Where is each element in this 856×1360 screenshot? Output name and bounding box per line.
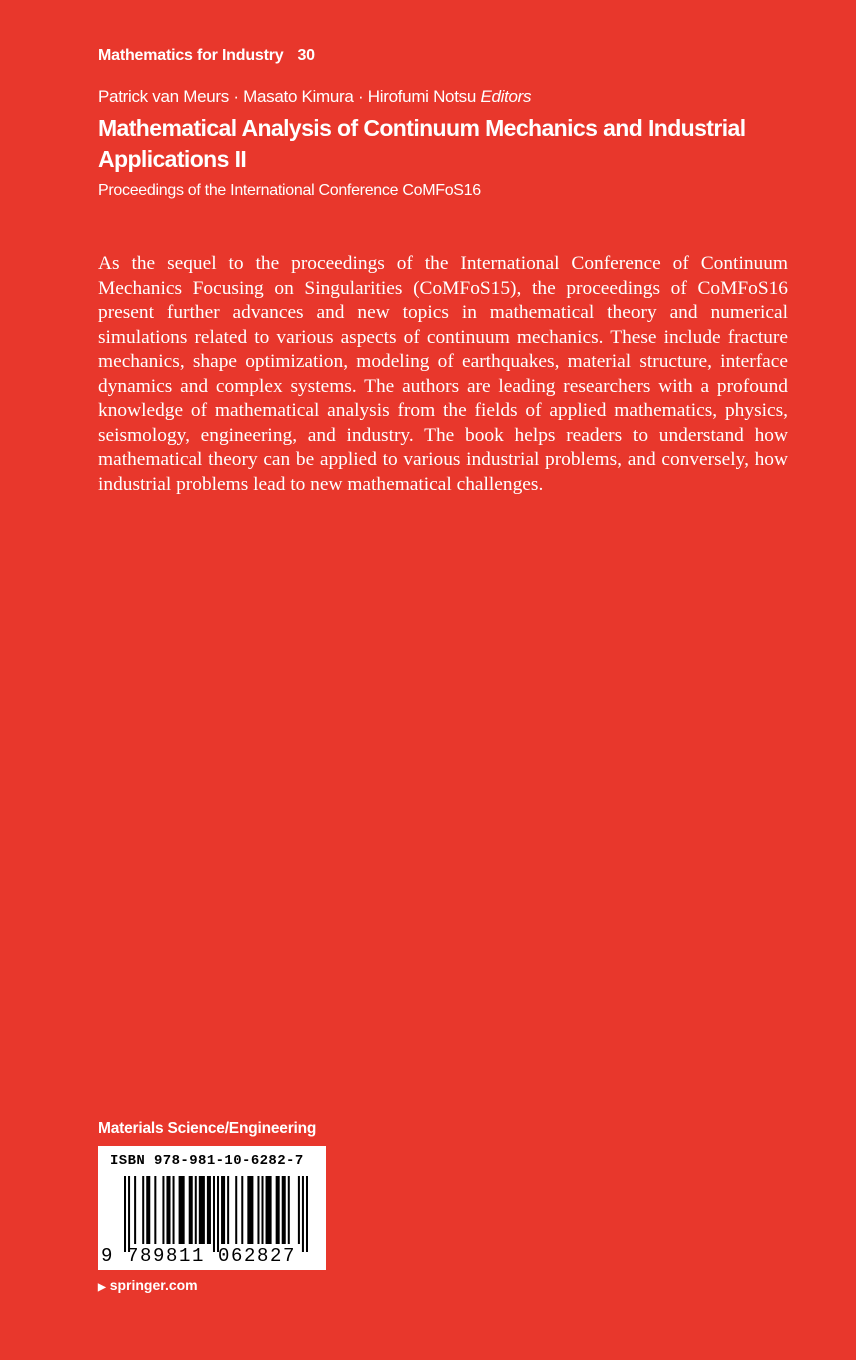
barcode-bar [235, 1176, 237, 1244]
barcode-bar [227, 1176, 229, 1244]
barcode-bar [142, 1176, 144, 1244]
barcode-bar [266, 1176, 272, 1244]
barcode-bar [154, 1176, 156, 1244]
barcode-bar [288, 1176, 290, 1244]
barcode-bar [302, 1176, 304, 1252]
barcode-bar [195, 1176, 197, 1244]
barcode-bar [241, 1176, 243, 1244]
barcode-bar [199, 1176, 205, 1244]
series-line [98, 47, 315, 65]
barcode-bar [128, 1176, 130, 1252]
barcode-bar [162, 1176, 164, 1244]
barcode-bar [247, 1176, 253, 1244]
barcode-bar [146, 1176, 150, 1244]
barcode-bar [207, 1176, 211, 1244]
barcode-bar [124, 1176, 126, 1252]
editors-line [98, 87, 531, 107]
series-volume: 30 [297, 47, 315, 64]
isbn-label: ISBN 978-981-10-6282-7 [110, 1153, 304, 1169]
book-title: Mathematical Analysis of Continuum Mechanics and Industrial Applications II [98, 115, 746, 172]
triangle-right-icon: ▶ [98, 1282, 106, 1293]
subject-category: Materials Science/Engineering [98, 1120, 317, 1137]
isbn-barcode [98, 1146, 326, 1270]
barcode-bar [166, 1176, 170, 1244]
barcode-bar [217, 1176, 219, 1252]
barcode-bar [257, 1176, 259, 1244]
barcode-bar [179, 1176, 185, 1244]
barcode-bar [306, 1176, 308, 1252]
barcode-bar [282, 1176, 286, 1244]
series-name: Mathematics for Industry [98, 47, 284, 64]
barcode-bar [276, 1176, 280, 1244]
barcode-bar [261, 1176, 263, 1244]
editors-role: Editors [480, 87, 532, 106]
barcode-bar [213, 1176, 215, 1252]
barcode-bar [134, 1176, 136, 1244]
barcode-digits: 9 789811 062827 [101, 1245, 297, 1267]
barcode-bar [173, 1176, 175, 1244]
editor-names: Patrick van Meurs · Masato Kimura · Hirofumi Notsu [98, 87, 476, 106]
barcode-bar [221, 1176, 225, 1244]
website-link[interactable] [98, 1277, 198, 1293]
website-text: springer.com [109, 1277, 198, 1293]
barcode-bar [298, 1176, 300, 1244]
book-description: As the sequel to the proceedings of the International Conference of Continuum Mechanics Focusing on Singularities (CoMFoS15), the proceedings of CoMFoS16 present further advances and new topics in mathematical theory and numerical simulations related to various aspects of continuum mechanics. These include fracture mechanics, shape optimization, modeling of earthquakes, material structure, interface dynamics and complex systems. The authors are leading researchers with a profound knowledge of mathematical analysis from the fields of applied mathematics, physics, seismology, engineering, and industry. The book helps readers to understand how mathematical theory can be applied to various industrial problems, and conversely, how industrial problems lead to new mathematical challenges. [98, 253, 788, 495]
book-subtitle: Proceedings of the International Conference CoMFoS16 [98, 182, 481, 199]
barcode-bar [189, 1176, 193, 1244]
